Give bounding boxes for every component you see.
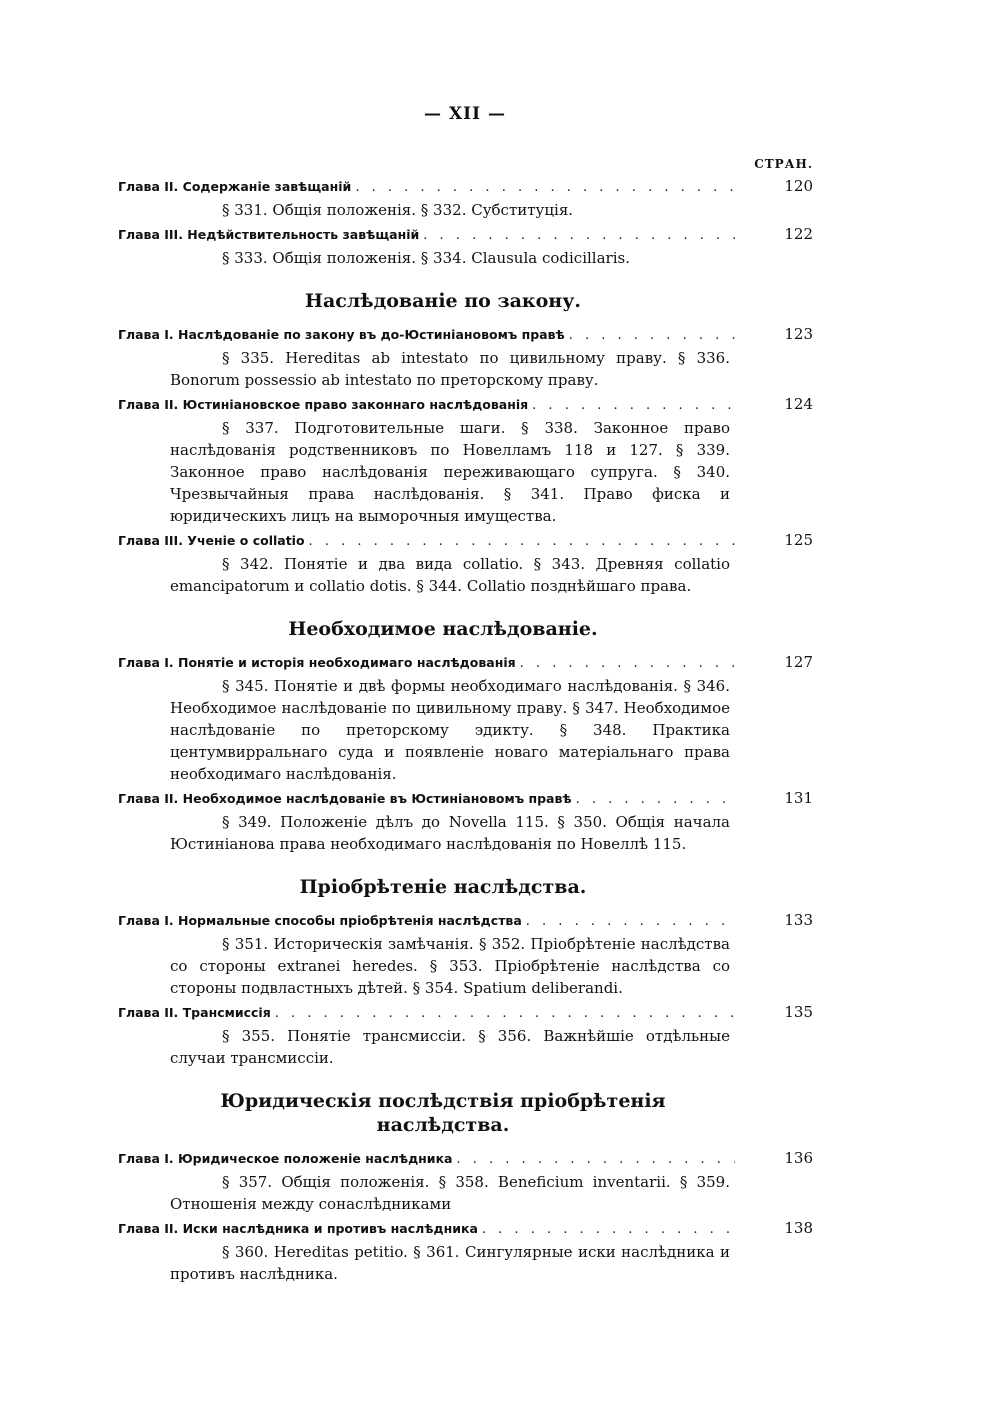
toc-entry-line [118,531,813,553]
page-ref: 135 [784,1003,813,1021]
chapter-title: Глава III. Недѣйствительность завѣщаній [118,227,420,242]
dot-leader [423,228,735,243]
chapter-sections: § 345. Понятіе и двѣ формы необходимаго наслѣдованія. § 346. Необходимое наслѣдованіе по цивильному праву. § 347. Необходимое наслѣдованіе по преторскому эдикту. § 348. Практика центумвирральнаго суда и появленіе новаго матеріальнаго права необходимаго наслѣдованія. [170,677,730,783]
chapter-sections: § 355. Понятіе трансмиссіи. § 356. Важнѣйшіе отдѣльные случаи трансмиссіи. [170,1027,730,1067]
chapter-title: Глава II. Необходимое наслѣдованіе въ Юстиніановомъ правѣ [118,791,572,806]
page-ref: 120 [784,177,813,195]
section-heading: Пріобрѣтеніе наслѣдства. [299,876,587,898]
page-ref: 122 [784,225,813,243]
toc-entry [118,1149,813,1215]
toc-entry [118,1003,813,1069]
dot-leader [309,534,735,549]
toc-entry-line [118,177,813,199]
toc-entry [118,395,813,527]
toc-entry [118,325,813,391]
toc-entry-line [118,225,813,247]
page-column-label: СТРАН. [754,157,813,171]
toc-entry-line [118,395,813,417]
toc-entry [118,531,813,597]
section-heading: Юридическія послѣдствія пріобрѣтенія наслѣдства. [220,1090,666,1136]
chapter-title: Глава I. Понятіе и исторія необходимаго наслѣдованія [118,655,516,670]
chapter-sections: § 360. Hereditas petitio. § 361. Сингулярные иски наслѣдника и противъ наслѣдника. [170,1243,730,1283]
dot-leader [275,1006,735,1021]
page-ref: 138 [784,1219,813,1237]
chapter-title: Глава I. Нормальные способы пріобрѣтенія наслѣдства [118,913,522,928]
chapter-sections: § 335. Hereditas ab intestato по цивильному праву. § 336. Bonorum possessio ab intestato по преторскому праву. [170,349,730,389]
chapter-title: Глава II. Юстиніановское право законнаго наслѣдованія [118,397,529,412]
toc-entry-line [118,1003,813,1025]
toc-entry [118,225,813,269]
dot-leader [532,398,735,413]
chapter-sections: § 337. Подготовительные шаги. § 338. Законное право наслѣдованія родственниковъ по Новелламъ 118 и 127. § 339. Законное право наслѣдованія переживающаго супруга. § 340. Чрезвычайныя права наслѣдованія. § 341. Право фиска и юридическихъ лицъ на выморочныя имущества. [170,419,730,525]
page-ref: 131 [784,789,813,807]
page-number: — XII — [424,104,506,124]
dot-leader [482,1222,735,1237]
chapter-sections: § 349. Положеніе дѣлъ до Novella 115. § 350. Общія начала Юстиніанова права необходимаго наслѣдованія по Новеллѣ 115. [170,813,730,853]
section-heading: Наслѣдованіе по закону. [305,290,581,312]
dot-leader [520,656,735,671]
toc-entry [118,177,813,221]
page-ref: 136 [784,1149,813,1167]
toc-entry-line [118,325,813,347]
dot-leader [457,1152,736,1167]
chapter-sections: § 357. Общія положенія. § 358. Beneficium inventarii. § 359. Отношенія между сонаслѣдниками [170,1173,730,1213]
chapter-title: Глава I. Наслѣдованіе по закону въ до-Юстиніановомъ правѣ [118,327,565,342]
toc-entry [118,653,813,785]
dot-leader [569,328,735,343]
page-ref: 123 [784,325,813,343]
toc-entry [118,789,813,855]
chapter-title: Глава I. Юридическое положеніе наслѣдника [118,1151,453,1166]
dot-leader [355,180,735,195]
chapter-title: Глава III. Ученіе о collatio [118,533,305,548]
dot-leader [576,792,735,807]
chapter-sections: § 351. Историческія замѣчанія. § 352. Пріобрѣтеніе наслѣдства со стороны extranei heredes. § 353. Пріобрѣтеніе наслѣдства со стороны подвластныхъ дѣтей. § 354. Spatium deliberandi. [170,935,730,997]
toc-entry [118,1219,813,1285]
toc-entry [118,911,813,999]
page-ref: 125 [784,531,813,549]
toc-entry-line [118,653,813,675]
chapter-title: Глава II. Иски наслѣдника и противъ наслѣдника [118,1221,478,1236]
toc-entry-line [118,1149,813,1171]
dot-leader [526,914,735,929]
chapter-sections: § 342. Понятіе и два вида collatio. § 343. Древняя collatio emancipatorum и collatio dotis. § 344. Collatio позднѣйшаго права. [170,555,730,595]
table-of-contents [118,173,813,1285]
toc-entry-line [118,1219,813,1241]
toc-entry-line [118,911,813,933]
chapter-title: Глава II. Содержаніе завѣщаній [118,179,352,194]
section-heading: Необходимое наслѣдованіе. [288,618,598,640]
page-ref: 133 [784,911,813,929]
page-ref: 127 [784,653,813,671]
chapter-sections: § 331. Общія положенія. § 332. Субституція. [222,201,574,219]
toc-entry-line [118,789,813,811]
chapter-title: Глава II. Трансмиссія [118,1005,271,1020]
page-ref: 124 [784,395,813,413]
chapter-sections: § 333. Общія положенія. § 334. Clausula codicillaris. [222,249,630,267]
